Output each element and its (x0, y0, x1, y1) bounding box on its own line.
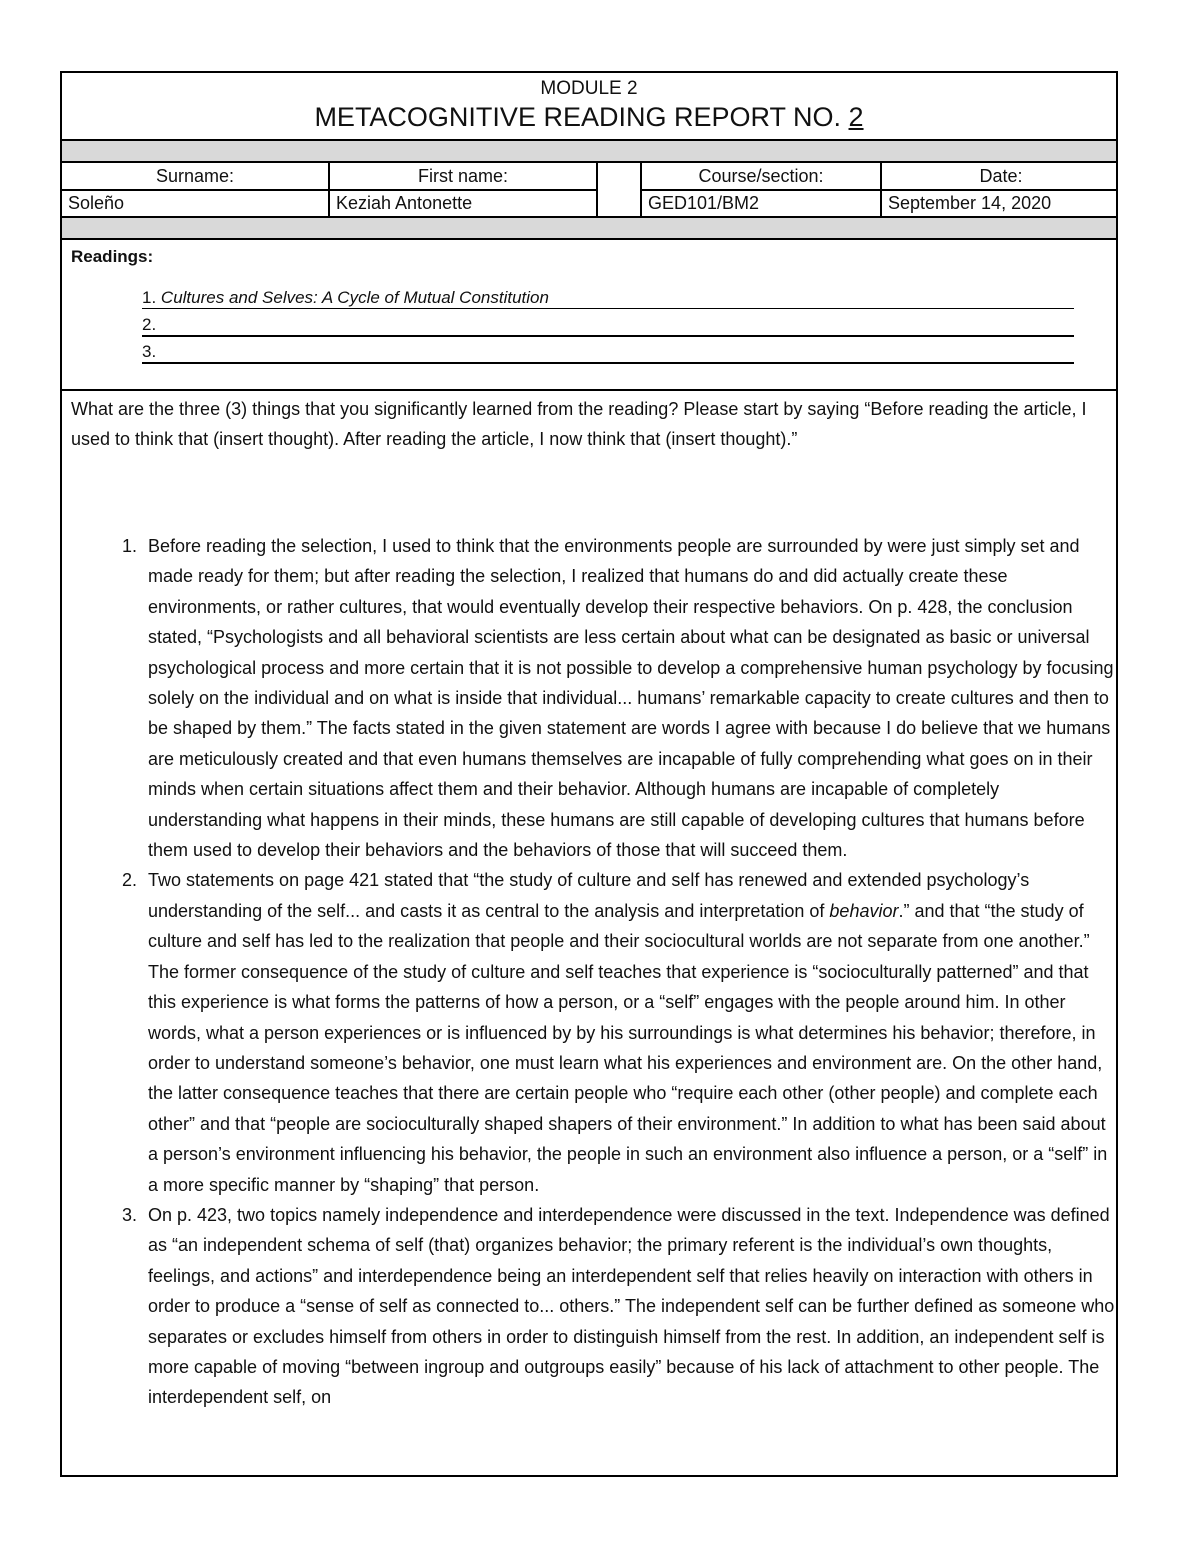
gray-divider-2 (62, 218, 1116, 240)
answer-item-2 (142, 865, 1116, 1199)
module-label: MODULE 2 (540, 78, 638, 99)
answer-text-3: On p. 423, two topics namely independence and interdependence were discussed in the text. Independence was defined as “an independent schema of self (that) organizes behavior; the primary referent is the individual’s own thoughts, feelings, and actions” and interdependence being an interdependent self that relies heavily on interaction with others in order to produce a “sense of self as connected to... others.” The independent self can be further defined as someone who separates or excludes himself from others in order to distinguish himself from the rest. In addition, an independent self is more capable of moving “between ingroup and outgroups easily” because of his lack of attachment to other people. The interdependent self, on (148, 1204, 1115, 1408)
reading-title-1: Cultures and Selves: A Cycle of Mutual Constitution (160, 288, 549, 307)
report-title (62, 100, 1116, 134)
answer-text-2-italic: behavior (829, 900, 899, 921)
readings-section (62, 240, 1116, 391)
answer-item-3 (142, 1200, 1116, 1413)
reading-number-2: 2. (142, 315, 157, 334)
answer-text-2b: .” and that “the study of culture and self has led to the realization that people and their sociocultural worlds are not separate from one another.” The former consequence of the study of culture and self teaches that experience is “socioculturally patterned” and that this experience is what forms the patterns of how a person, or a “self” engages with the people around him. In other words, what a person experiences or is influenced by by his surroundings is what determines his behavior; therefore, in order to understand someone’s behavior, one must learn what his experiences and environment are. On the other hand, the latter consequence teaches that there are certain people who “require each other (other people) and complete each other” and that “people are socioculturally shaped shapers of their environment.” In addition to what has been said about a person’s environment influencing his behavior, the people in such an environment also influence a person, or a “self” in a more specific manner by “shaping” that person. (148, 900, 1108, 1195)
answers-list (62, 531, 1116, 1413)
reading-number-1: 1. (142, 288, 157, 307)
surname-value: Soleño (62, 190, 329, 217)
answer-item-1 (142, 531, 1116, 865)
question-prompt: What are the three (3) things that you significantly learned from the reading? Please start by saying “Before reading the article, I used to think that (insert thought). After reading the article, I now think that (insert thought).” (71, 399, 1087, 449)
date-value: September 14, 2020 (881, 190, 1118, 217)
first-name-value: Keziah Antonette (329, 190, 597, 217)
blank-cell (597, 163, 641, 217)
date-label: Date: (881, 163, 1118, 190)
form-header (62, 73, 1116, 141)
gray-divider (62, 141, 1116, 163)
reading-line-2 (142, 315, 1074, 337)
first-name-label: First name: (329, 163, 597, 190)
report-form (60, 71, 1118, 1477)
reading-line-1 (142, 288, 1074, 309)
report-title-text: METACOGNITIVE READING REPORT NO. (314, 102, 849, 132)
readings-label: Readings: (71, 247, 154, 266)
student-info-table (62, 163, 1118, 218)
course-value: GED101/BM2 (641, 190, 881, 217)
reading-number-3: 3. (142, 342, 157, 361)
answer-text-1: Before reading the selection, I used to think that the environments people are surrounded by were just simply set and made ready for them; but after reading the selection, I realized that humans do and did actually create these environments, or rather cultures, that would eventually develop their respective behaviors. On p. 428, the conclusion stated, “Psychologists and all behavioral scientists are less certain about what can be designated as basic or universal psychological process and more certain that it is not possible to develop a comprehensive human psychology by focusing solely on the individual and on what is inside that individual... humans’ remarkable capacity to create cultures and then to be shaped by them.” The facts stated in the given statement are words I agree with because I do believe that we humans are meticulously created and that even humans themselves are incapable of fully comprehending what goes on in their minds when certain situations affect them and their behavior. Although humans are incapable of completely understanding what happens in their minds, these humans are still capable of developing cultures that humans before them used to develop their behaviors and the behaviors of those that will succeed them. (148, 536, 1114, 861)
report-number: 2 (848, 102, 864, 132)
course-label: Course/section: (641, 163, 881, 190)
answer-text-2a: Two statements on page 421 stated that “the study of culture and self has renewed and extended psychology’s understanding of the self... and casts it as central to the analysis and interpretation of (148, 870, 1030, 921)
reading-line-3 (142, 342, 1074, 364)
surname-label: Surname: (62, 163, 329, 190)
